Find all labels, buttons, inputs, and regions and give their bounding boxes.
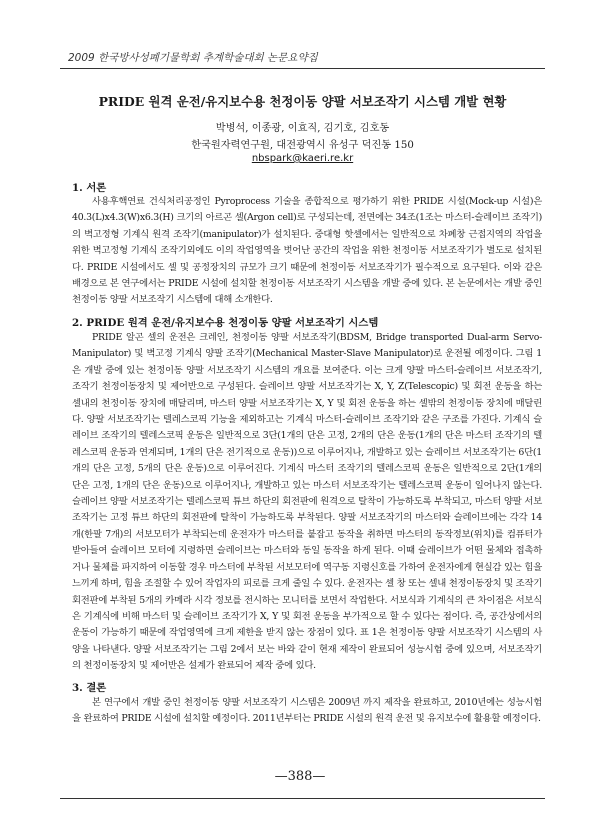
section-body-conclusion: 본 연구에서 개발 중인 천정이동 양팔 서보조작기 시스템은 2009년 까지 제작을 완료하고, 2010년에는 성능시험을 완료하여 PRIDE 시설에 설치할 예정이다. 2011년부터는 PRIDE 시설의 원격 운전 및 유지보수에 활용할 예정이다. (72, 697, 542, 725)
paper-title: PRIDE 원격 운전/유지보수용 천정이동 양팔 서보조작기 시스템 개발 현황 (98, 94, 507, 109)
section-title-conclusion: 3. 결론 (72, 682, 107, 694)
journal-header: 2009 한국방사성폐기물학회 추계학술대회 논문요약집 (68, 52, 318, 64)
page-number: —388— (274, 769, 326, 784)
section-title-introduction: 1. 서론 (72, 182, 107, 194)
author-list: 박병석, 이종광, 이효직, 김기호, 김호동 (215, 123, 390, 134)
section-title-system: 2. PRIDE 원격 운전/유지보수용 천정이동 양팔 서보조작기 시스템 (72, 317, 379, 329)
author-email[interactable]: nbspark@kaeri.re.kr (251, 153, 354, 164)
author-affiliation: 한국원자력연구원, 대전광역시 유성구 덕진동 150 (191, 140, 414, 151)
header-rule (60, 68, 545, 69)
footer-rule (60, 798, 545, 799)
section-body-introduction: 사용후핵연료 건식처리공정인 Pyroprocess 기술을 종합적으로 평가하기 위한 PRIDE 시설(Mock-up 시설)은 40.3(L)x4.3(W)x6.3(H) 크기의 아르곤 셀(Argon cell)로 구성되는데, 전면에는 34조(1조는 마스터-슬레이브 조작기)의 벽고정형 기계식 원격 조작기(manipulator)가 설치된다. 중대형 핫셀에서는 일반적으로 차폐창 근접지역의 작업을 위한 벽고정형 기계식 조작기외에도 이의 작업영역을 벗어난 공간의 작업을 위한 천정이동 서보조작기가 별도로 설치된다. PRIDE 시설에서도 셀 및 공정장치의 규모가 크기 때문에 천정이동 서보조작기가 필수적으로 요구된다. 이와 같은 배경으로 본 연구에서는 PRIDE 시설에 설치할 천정이동 서보조작기 시스템을 개발 중에 있다. 본 논문에서는 개발 중인 천정이동 양팔 서보조작기 시스템에 대해 소개한다. (72, 196, 542, 306)
section-body-system: PRIDE 알곤 셀의 운전은 크레인, 천정이동 양팔 서보조작기(BDSM, Bridge transported Dual-arm Servo-Manipulator) 및 벽고정 기계식 양팔 조작기(Mechanical Master-Slave Manipulator)로 운전될 예정이다. 그림 1은 개발 중에 있는 천정이동 양팔 서보조작기 시스템의 개요를 보여준다. 이는 크게 양팔 마스터-슬레이브 서보조작기, 조작기 천정이동장치 및 제어반으로 구성된다. 슬레이브 양팔 서보조작기는 X, Y, Z(Telescopic) 및 회전 운동을 하는 셀내의 천정이동 장치에 매달리며, 마스터 양팔 서보조작기는 X, Y 및 회전 운동을 하는 셀밖의 천정이동 장치에 매달린다. 양팔 서보조작기는 텔레스코픽 기능을 제외하고는 기계식 마스터-슬레이브 조작기와 같은 구조를 가진다. 기계식 슬레이브 조작기의 텔레스코픽 운동은 일반적으로 3단(1개의 단은 고정, 2개의 단은 운동(1개의 단은 마스터 조작기의 텔레스코픽 운동과 연계되며, 1개의 단은 전기적으로 운동))으로 이루어지나, 개발하고 있는 슬레이브 서보조작기는 6단(1개의 단은 고정, 5개의 단은 운동)으로 이루어진다. 기계식 마스터 조작기의 텔레스코픽 운동은 일반적으로 2단(1개의 단은 고정, 1개의 단은 운동)으로 이루어지나, 개발하고 있는 마스터 서보조작기는 텔레스코픽 운동이 일어나지 않는다. 슬레이브 양팔 서보조작기는 텔레스코픽 튜브 하단의 회전판에 원격으로 탈착이 가능하도록 부착되고, 마스터 양팔 서보조작기는 고정 튜브 하단의 회전판에 탈착이 가능하도록 부착된다. 양팔 서보조작기의 마스터와 슬레이브에는 각각 14개(한팔 7개)의 서보모터가 부착되는데 운전자가 마스터를 붙잡고 동작을 취하면 마스터의 동작정보(위치)를 컴퓨터가 받아들여 슬레이브 모터에 지령하면 슬레이브는 마스터와 동일 동작을 하게 된다. 이때 슬레이브가 어떤 물체와 접촉하거나 물체를 파지하여 이동할 경우 마스터에 부착된 서보모터에 역구동 지령신호를 가하여 운전자에게 현실감 있는 힘을 느끼게 하며, 힘을 조절할 수 있어 작업자의 피로를 크게 줄일 수 있다. 운전자는 셀 창 또는 셀내 천정이동장치 및 조작기 회전판에 부착된 5개의 카메라 시각 정보를 전시하는 모니터를 보면서 작업한다. 서보식과 기계식의 큰 차이점은 서보식은 기계식에 비해 마스터 및 슬레이브 조작기가 X, Y 및 회전 운동을 부가적으로 할 수 있다는 점이다. 즉, 공간상에서의 운동이 가능하기 때문에 작업영역에 크게 제한을 받지 않는 장점이 있다. 표 1은 천정이동 양팔 서보조작기 시스템의 사양을 나타낸다. 양팔 서보조작기는 그림 2에서 보는 바와 같이 현재 제작이 완료되어 성능시험 중에 있으며, 서보조작기의 천정이동장치 및 제어반은 설계가 완료되어 제작 중에 있다. (72, 332, 542, 672)
